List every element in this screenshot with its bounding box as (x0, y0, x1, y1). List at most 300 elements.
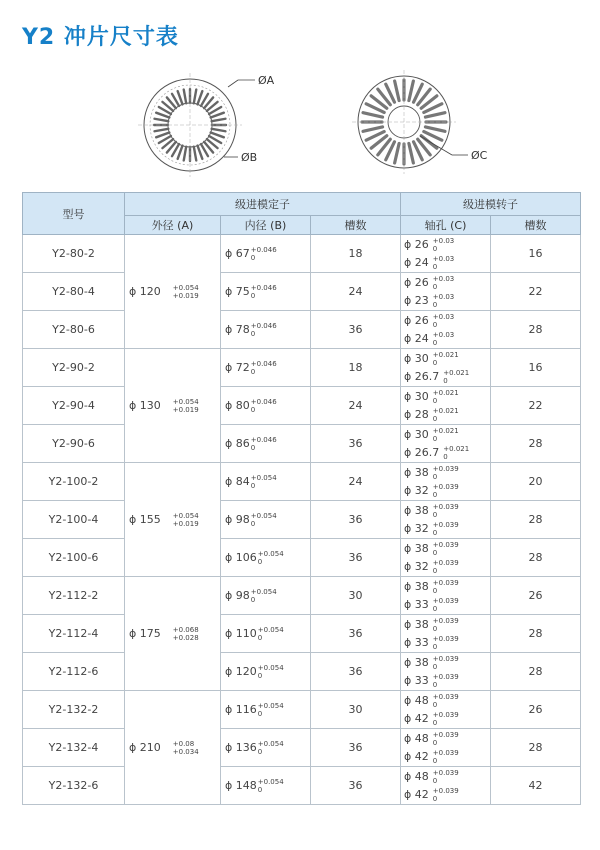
shaft-upper-tolerance: +0.021 (432, 406, 459, 415)
shaft-upper-tolerance: +0.03 (432, 236, 455, 245)
shaft-hole-cell (401, 767, 491, 805)
inner-diameter-cell (221, 615, 311, 653)
shaft-upper-tolerance: +0.021 (432, 350, 459, 359)
id-upper-tolerance: +0.046 (250, 283, 277, 292)
stator-slots-cell: 24 (311, 273, 401, 311)
id-upper-tolerance: +0.054 (257, 625, 284, 634)
inner-diameter-cell (221, 273, 311, 311)
rotor-slots-cell: 22 (491, 273, 581, 311)
stator-slot (198, 91, 203, 104)
shaft-hole-cell (401, 653, 491, 691)
shaft-hole-cell (401, 311, 491, 349)
rotor-slot (425, 113, 444, 117)
rotor-slot (395, 81, 399, 100)
stator-slot (156, 113, 169, 118)
model-cell: Y2-80-6 (23, 311, 125, 349)
id-upper-tolerance: +0.054 (257, 777, 284, 786)
stator-slots-cell: 24 (311, 387, 401, 425)
id-upper-tolerance: +0.054 (250, 511, 277, 520)
shaft-lower-tolerance: 0 (432, 262, 438, 271)
shaft-line (404, 426, 490, 444)
id-lower-tolerance: 0 (257, 709, 263, 718)
shaft-value: ϕ 24 (404, 331, 429, 345)
model-cell: Y2-90-2 (23, 349, 125, 387)
shaft-upper-tolerance: +0.039 (432, 730, 459, 739)
od-lower-tolerance: +0.028 (172, 633, 199, 642)
header-stator-group: 级进模定子 (125, 193, 401, 216)
shaft-upper-tolerance: +0.021 (443, 368, 470, 377)
stator-slots-cell: 24 (311, 463, 401, 501)
stator-slot (194, 90, 196, 104)
id-lower-tolerance: 0 (250, 595, 256, 604)
shaft-upper-tolerance: +0.039 (432, 710, 459, 719)
id-upper-tolerance: +0.054 (257, 701, 284, 710)
inner-diameter-value: ϕ 67 (225, 246, 250, 260)
shaft-lower-tolerance: 0 (432, 510, 438, 519)
id-lower-tolerance: 0 (250, 519, 256, 528)
model-cell: Y2-90-4 (23, 387, 125, 425)
shaft-hole-cell (401, 577, 491, 615)
shaft-line (404, 558, 490, 576)
shaft-value: ϕ 30 (404, 351, 429, 365)
shaft-hole-cell (401, 425, 491, 463)
model-cell: Y2-90-6 (23, 425, 125, 463)
id-upper-tolerance: +0.054 (257, 663, 284, 672)
inner-diameter-value: ϕ 78 (225, 322, 250, 336)
shaft-upper-tolerance: +0.03 (432, 330, 455, 339)
id-upper-tolerance: +0.046 (250, 397, 277, 406)
stator-slot (178, 91, 183, 104)
stator-slot (211, 133, 224, 138)
rotor-slots-cell: 16 (491, 349, 581, 387)
shaft-line (404, 406, 490, 424)
outer-diameter-value: ϕ 210 (129, 740, 161, 754)
shaft-upper-tolerance: +0.039 (432, 748, 459, 757)
shaft-lower-tolerance: 0 (432, 604, 438, 613)
rotor-slot (363, 113, 382, 117)
shaft-line (404, 274, 490, 292)
shaft-line (404, 482, 490, 500)
rotor-slot (409, 143, 413, 162)
shaft-line (404, 292, 490, 310)
shaft-value: ϕ 38 (404, 465, 429, 479)
rotor-slots-cell: 28 (491, 539, 581, 577)
inner-diameter-cell (221, 691, 311, 729)
shaft-line (404, 502, 490, 520)
shaft-upper-tolerance: +0.039 (432, 672, 459, 681)
stator-slot (178, 146, 183, 159)
shaft-value: ϕ 23 (404, 293, 429, 307)
shaft-value: ϕ 48 (404, 769, 429, 783)
stator-slot (156, 133, 169, 138)
shaft-lower-tolerance: 0 (432, 528, 438, 537)
table-row (23, 767, 581, 805)
shaft-value: ϕ 48 (404, 693, 429, 707)
inner-diameter-value: ϕ 98 (225, 512, 250, 526)
table-row (23, 311, 581, 349)
shaft-lower-tolerance: 0 (432, 244, 438, 253)
shaft-line (404, 634, 490, 652)
header-model: 型号 (23, 193, 125, 235)
id-lower-tolerance: 0 (257, 671, 263, 680)
table-row (23, 539, 581, 577)
stator-slot (194, 147, 196, 161)
od-lower-tolerance: +0.019 (172, 291, 199, 300)
od-lower-tolerance: +0.034 (172, 747, 199, 756)
shaft-upper-tolerance: +0.039 (432, 654, 459, 663)
shaft-value: ϕ 38 (404, 617, 429, 631)
id-upper-tolerance: +0.046 (250, 435, 277, 444)
shaft-line (404, 616, 490, 634)
shaft-lower-tolerance: 0 (432, 358, 438, 367)
shaft-hole-cell (401, 729, 491, 767)
stator-slot (155, 129, 169, 131)
rotor-slot (363, 127, 382, 131)
inner-diameter-value: ϕ 148 (225, 778, 257, 792)
shaft-hole-cell (401, 387, 491, 425)
stator-slots-cell: 18 (311, 235, 401, 273)
model-cell: Y2-132-2 (23, 691, 125, 729)
shaft-lower-tolerance: 0 (432, 548, 438, 557)
shaft-line (404, 236, 490, 254)
shaft-line (404, 330, 490, 348)
shaft-value: ϕ 26.7 (404, 369, 440, 383)
rotor-slots-cell: 28 (491, 501, 581, 539)
shaft-value: ϕ 33 (404, 597, 429, 611)
table-row (23, 501, 581, 539)
rotor-slots-cell: 28 (491, 615, 581, 653)
id-lower-tolerance: 0 (257, 633, 263, 642)
rotor-slots-cell: 42 (491, 767, 581, 805)
shaft-upper-tolerance: +0.039 (432, 482, 459, 491)
shaft-line (404, 710, 490, 728)
od-upper-tolerance: +0.068 (172, 625, 199, 634)
outer-diameter-value: ϕ 175 (129, 626, 161, 640)
table-row (23, 425, 581, 463)
inner-diameter-cell (221, 653, 311, 691)
rotor-slots-cell: 26 (491, 691, 581, 729)
id-lower-tolerance: 0 (257, 785, 263, 794)
inner-diameter-value: ϕ 80 (225, 398, 250, 412)
shaft-lower-tolerance: 0 (443, 376, 448, 385)
shaft-lower-tolerance: 0 (432, 776, 438, 785)
stator-slots-cell: 36 (311, 767, 401, 805)
rotor-slots-cell: 26 (491, 577, 581, 615)
inner-diameter-cell (221, 311, 311, 349)
stator-slot (212, 129, 226, 131)
shaft-value: ϕ 30 (404, 389, 429, 403)
id-upper-tolerance: +0.054 (257, 549, 284, 558)
shaft-line (404, 350, 490, 368)
shaft-line (404, 596, 490, 614)
id-upper-tolerance: +0.046 (250, 245, 277, 254)
table-row (23, 653, 581, 691)
model-cell: Y2-80-4 (23, 273, 125, 311)
stator-slots-cell: 36 (311, 539, 401, 577)
model-cell: Y2-80-2 (23, 235, 125, 273)
table-row (23, 387, 581, 425)
stator-slots-cell: 36 (311, 653, 401, 691)
shaft-lower-tolerance: 0 (432, 680, 438, 689)
shaft-hole-cell (401, 273, 491, 311)
shaft-upper-tolerance: +0.03 (432, 312, 455, 321)
od-lower-tolerance: +0.019 (172, 405, 199, 414)
model-cell: Y2-100-4 (23, 501, 125, 539)
table-row (23, 235, 581, 273)
stator-slot (198, 146, 203, 159)
outer-diameter-cell (125, 349, 221, 463)
shaft-upper-tolerance: +0.039 (432, 634, 459, 643)
stator-slot (211, 113, 224, 118)
rotor-slots-cell: 28 (491, 311, 581, 349)
stator-slots-cell: 36 (311, 311, 401, 349)
shaft-hole-cell (401, 691, 491, 729)
inner-diameter-cell (221, 463, 311, 501)
shaft-upper-tolerance: +0.039 (432, 692, 459, 701)
id-lower-tolerance: 0 (250, 291, 256, 300)
shaft-line (404, 388, 490, 406)
table-row (23, 615, 581, 653)
inner-diameter-cell (221, 425, 311, 463)
shaft-line (404, 654, 490, 672)
shaft-line (404, 254, 490, 272)
outer-diameter-value: ϕ 130 (129, 398, 161, 412)
inner-diameter-value: ϕ 72 (225, 360, 250, 374)
inner-diameter-cell (221, 577, 311, 615)
shaft-value: ϕ 26.7 (404, 445, 440, 459)
shaft-lower-tolerance: 0 (432, 738, 438, 747)
outer-diameter-value: ϕ 155 (129, 512, 161, 526)
shaft-upper-tolerance: +0.039 (432, 464, 459, 473)
shaft-hole-cell (401, 349, 491, 387)
inner-diameter-value: ϕ 98 (225, 588, 250, 602)
shaft-upper-tolerance: +0.021 (432, 388, 459, 397)
shaft-upper-tolerance: +0.039 (432, 768, 459, 777)
inner-diameter-cell (221, 729, 311, 767)
shaft-hole-cell (401, 539, 491, 577)
shaft-value: ϕ 32 (404, 559, 429, 573)
id-lower-tolerance: 0 (257, 747, 263, 756)
shaft-line (404, 578, 490, 596)
id-lower-tolerance: 0 (250, 443, 256, 452)
shaft-upper-tolerance: +0.039 (432, 540, 459, 549)
shaft-lower-tolerance: 0 (432, 300, 438, 309)
shaft-value: ϕ 48 (404, 731, 429, 745)
shaft-upper-tolerance: +0.039 (432, 502, 459, 511)
shaft-lower-tolerance: 0 (432, 396, 438, 405)
header-stator-slots: 槽数 (311, 216, 401, 235)
shaft-lower-tolerance: 0 (432, 434, 438, 443)
stator-slot (155, 119, 169, 121)
id-upper-tolerance: +0.046 (250, 321, 277, 330)
inner-diameter-value: ϕ 86 (225, 436, 250, 450)
shaft-value: ϕ 33 (404, 673, 429, 687)
stator-slots-cell: 30 (311, 577, 401, 615)
inner-diameter-cell (221, 767, 311, 805)
rotor-slot (425, 127, 444, 131)
shaft-value: ϕ 32 (404, 521, 429, 535)
shaft-value: ϕ 33 (404, 635, 429, 649)
shaft-line (404, 786, 490, 804)
inner-diameter-cell (221, 501, 311, 539)
shaft-hole-cell (401, 501, 491, 539)
od-lower-tolerance: +0.019 (172, 519, 199, 528)
od-upper-tolerance: +0.054 (172, 397, 199, 406)
shaft-value: ϕ 38 (404, 579, 429, 593)
rotor-lamination-drawing (352, 70, 456, 174)
outer-diameter-cell (125, 463, 221, 577)
shaft-value: ϕ 30 (404, 427, 429, 441)
shaft-hole-cell (401, 463, 491, 501)
shaft-lower-tolerance: 0 (432, 320, 438, 329)
lamination-size-table (22, 192, 581, 805)
stator-lamination-drawing (138, 73, 242, 177)
shaft-upper-tolerance: +0.039 (432, 558, 459, 567)
stator-slots-cell: 30 (311, 691, 401, 729)
stator-slots-cell: 18 (311, 349, 401, 387)
table-row (23, 273, 581, 311)
shaft-upper-tolerance: +0.039 (432, 520, 459, 529)
inner-diameter-value: ϕ 116 (225, 702, 257, 716)
shaft-lower-tolerance: 0 (432, 662, 438, 671)
shaft-value: ϕ 32 (404, 483, 429, 497)
shaft-upper-tolerance: +0.021 (443, 444, 470, 453)
inner-diameter-value: ϕ 120 (225, 664, 257, 678)
rotor-slot (409, 81, 413, 100)
id-lower-tolerance: 0 (250, 367, 256, 376)
table-row (23, 463, 581, 501)
shaft-value: ϕ 38 (404, 541, 429, 555)
header-shaft-hole: 轴孔 (C) (401, 216, 491, 235)
table-row (23, 349, 581, 387)
stator-slot (184, 90, 186, 104)
header-outer-diameter: 外径 (A) (125, 216, 221, 235)
shaft-upper-tolerance: +0.039 (432, 578, 459, 587)
inner-diameter-value: ϕ 75 (225, 284, 250, 298)
shaft-hole-cell (401, 615, 491, 653)
rotor-slots-cell: 16 (491, 235, 581, 273)
rotor-slots-cell: 22 (491, 387, 581, 425)
shaft-upper-tolerance: +0.03 (432, 254, 455, 263)
model-cell: Y2-132-6 (23, 767, 125, 805)
shaft-lower-tolerance: 0 (432, 566, 438, 575)
inner-diameter-value: ϕ 136 (225, 740, 257, 754)
inner-diameter-cell (221, 539, 311, 577)
shaft-lower-tolerance: 0 (432, 718, 438, 727)
table-row (23, 577, 581, 615)
shaft-upper-tolerance: +0.039 (432, 596, 459, 605)
stator-slot (212, 119, 226, 121)
shaft-line (404, 748, 490, 766)
shaft-value: ϕ 38 (404, 503, 429, 517)
outer-diameter-value: ϕ 120 (129, 284, 161, 298)
shaft-lower-tolerance: 0 (432, 338, 438, 347)
rotor-slots-cell: 20 (491, 463, 581, 501)
shaft-upper-tolerance: +0.039 (432, 616, 459, 625)
id-upper-tolerance: +0.054 (250, 587, 277, 596)
model-cell: Y2-112-2 (23, 577, 125, 615)
label-a: ØA (258, 74, 275, 87)
shaft-lower-tolerance: 0 (432, 794, 438, 803)
table-row (23, 729, 581, 767)
shaft-upper-tolerance: +0.03 (432, 292, 455, 301)
model-cell: Y2-100-2 (23, 463, 125, 501)
stator-slots-cell: 36 (311, 501, 401, 539)
od-upper-tolerance: +0.054 (172, 283, 199, 292)
shaft-line (404, 730, 490, 748)
header-inner-diameter: 内径 (B) (221, 216, 311, 235)
shaft-value: ϕ 28 (404, 407, 429, 421)
rotor-slots-cell: 28 (491, 425, 581, 463)
label-c: ØC (471, 149, 488, 162)
header-rotor-group: 级进模转子 (401, 193, 581, 216)
shaft-value: ϕ 42 (404, 749, 429, 763)
inner-diameter-cell (221, 349, 311, 387)
od-upper-tolerance: +0.054 (172, 511, 199, 520)
rotor-slots-cell: 28 (491, 729, 581, 767)
shaft-lower-tolerance: 0 (432, 700, 438, 709)
shaft-line (404, 520, 490, 538)
shaft-lower-tolerance: 0 (432, 472, 438, 481)
inner-diameter-cell (221, 235, 311, 273)
shaft-line (404, 368, 490, 386)
id-lower-tolerance: 0 (250, 481, 256, 490)
stator-slots-cell: 36 (311, 615, 401, 653)
id-upper-tolerance: +0.046 (250, 359, 277, 368)
rotor-slots-cell: 28 (491, 653, 581, 691)
stator-slots-cell: 36 (311, 425, 401, 463)
id-upper-tolerance: +0.054 (257, 739, 284, 748)
shaft-line (404, 692, 490, 710)
shaft-line (404, 540, 490, 558)
id-lower-tolerance: 0 (250, 405, 256, 414)
outer-diameter-cell (125, 691, 221, 805)
rotor-slot (395, 143, 399, 162)
id-lower-tolerance: 0 (257, 557, 263, 566)
od-upper-tolerance: +0.08 (172, 739, 195, 748)
model-cell: Y2-112-6 (23, 653, 125, 691)
shaft-value: ϕ 26 (404, 237, 429, 251)
shaft-line (404, 464, 490, 482)
shaft-value: ϕ 42 (404, 711, 429, 725)
shaft-value: ϕ 38 (404, 655, 429, 669)
shaft-lower-tolerance: 0 (443, 452, 448, 461)
shaft-lower-tolerance: 0 (432, 624, 438, 633)
id-lower-tolerance: 0 (250, 253, 256, 262)
shaft-hole-cell (401, 235, 491, 273)
shaft-lower-tolerance: 0 (432, 490, 438, 499)
shaft-upper-tolerance: +0.021 (432, 426, 459, 435)
model-cell: Y2-132-4 (23, 729, 125, 767)
header-rotor-slots: 槽数 (491, 216, 581, 235)
shaft-line (404, 312, 490, 330)
lamination-diagrams (0, 60, 600, 190)
shaft-lower-tolerance: 0 (432, 282, 438, 291)
shaft-line (404, 768, 490, 786)
table-row (23, 691, 581, 729)
label-b: ØB (241, 151, 258, 164)
inner-diameter-value: ϕ 106 (225, 550, 257, 564)
shaft-value: ϕ 42 (404, 787, 429, 801)
outer-diameter-cell (125, 235, 221, 349)
page-title: Y2 冲片尺寸表 (22, 25, 179, 50)
inner-diameter-value: ϕ 110 (225, 626, 257, 640)
inner-diameter-cell (221, 387, 311, 425)
stator-slots-cell: 36 (311, 729, 401, 767)
shaft-line (404, 672, 490, 690)
model-cell: Y2-112-4 (23, 615, 125, 653)
id-lower-tolerance: 0 (250, 329, 256, 338)
